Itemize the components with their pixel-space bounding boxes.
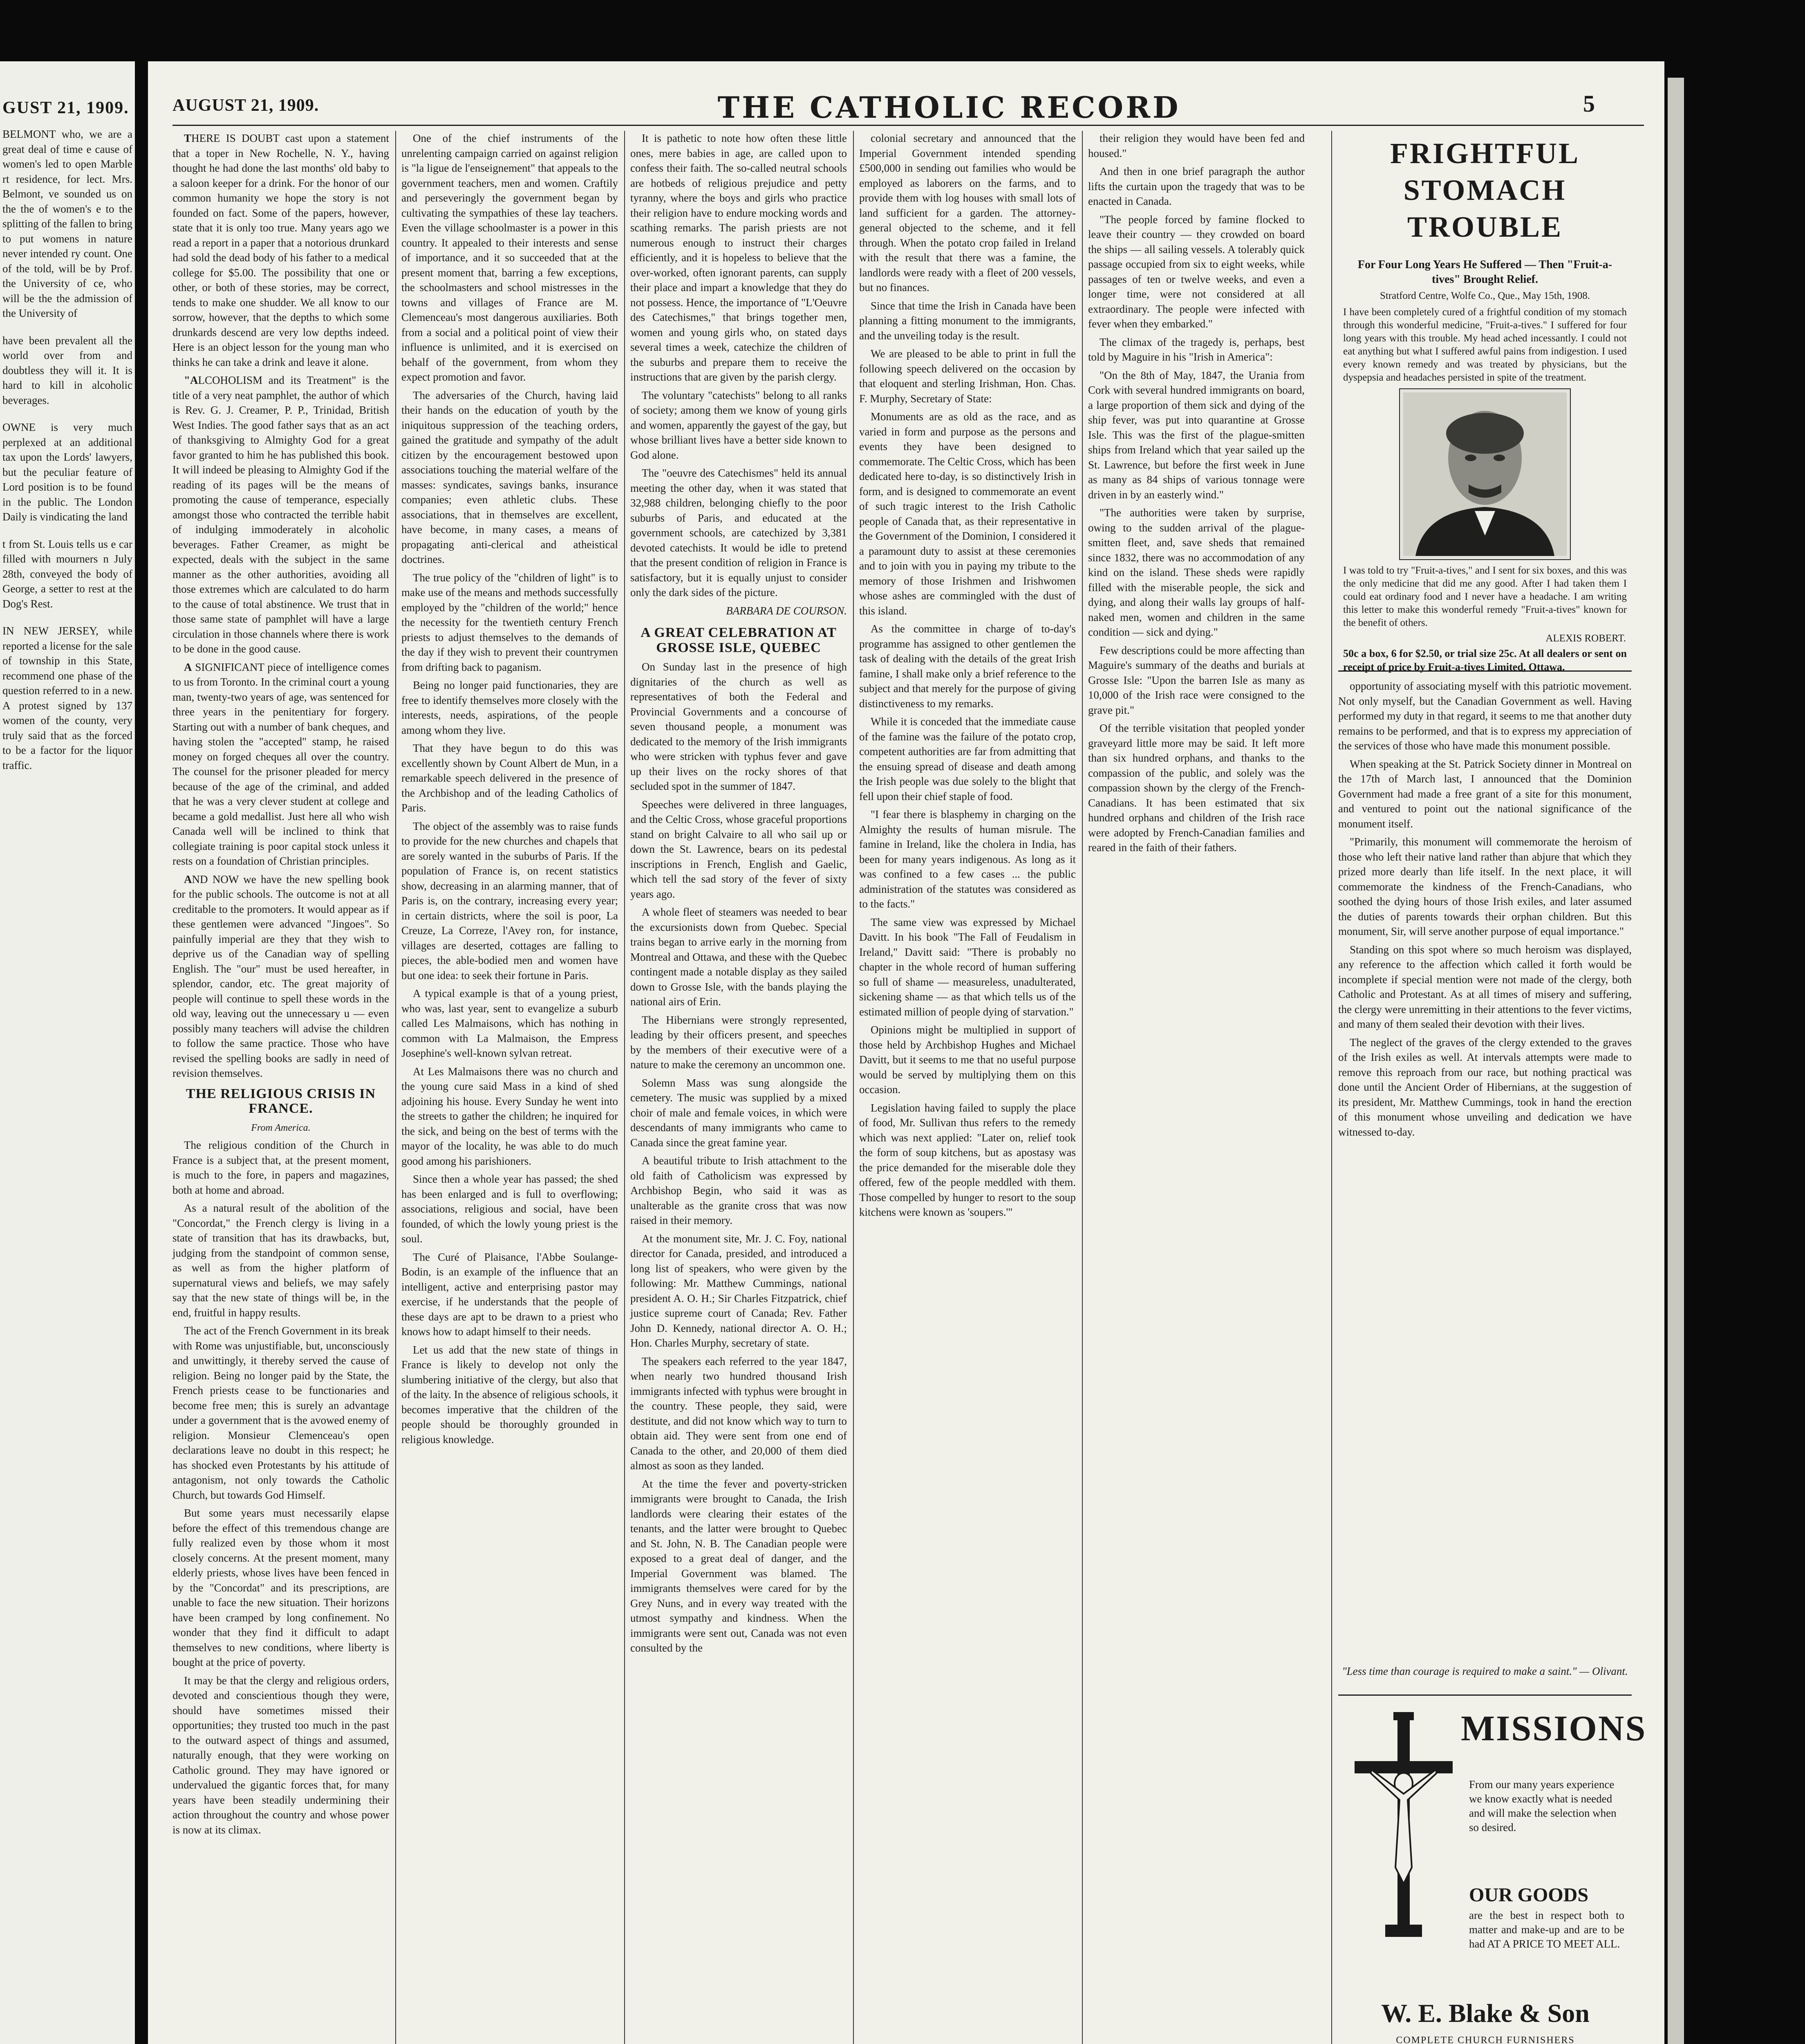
prev-page-item: t from St. Louis tells us e car filled with mourners n July 28th, conveyed the body of George, a setter to rest at the Dog's Rest. [2,538,132,610]
ad-headline: TROUBLE [1407,211,1563,243]
page-edge-shadow [1668,78,1684,2044]
article-paragraph: The Curé of Plaisance, l'Abbe Soulange-Bodin, is an example of the influence that an intelligent, active and enterprising pastor may exercise, if he understands that the people of these days are apt to be drawn to a priest who knows how to adapt himself to their needs. [401,1251,618,1338]
article-paragraph: "On the 8th of May, 1847, the Urania from Cork with several hundred immigrants on board, a large proportion of them sick and dying of the ship fever, was put into quarantine at Grosse Isle. This was the first of the plague-smitten ships from Ireland which that year sailed up the St. Lawrence, but before the first week in June as many as 84 ships of various tonnage were driven in by an easterly wind." [1088,369,1305,501]
column-speech-cont [1088,131,1305,858]
crucifix-icon [1346,1712,1461,1941]
article-paragraph: A whole fleet of steamers was needed to bear the excursionists down from Quebec. Special trains began to arrive early in the morning from Montreal and Ottawa, and these with the Quebec contingent made a notable display as they sailed down to Grosse Isle, with the bands playing the national airs of Erin. [630,906,847,1008]
article-paragraph: Opinions might be multiplied in support of those held by Archbishop Hughes and Michael Davitt, but it seems to me that no useful purpose would be served by multiplying them on this occasion. [859,1024,1076,1096]
ad-firm-name: W. E. Blake & Son [1381,1999,1590,2028]
article-paragraph: A beautiful tribute to Irish attachment to the old faith of Catholicism was expressed by Archbishop Begin, who said it was as unalterable as the granite cross that was now raised in their memory. [630,1154,847,1226]
article-paragraph: The voluntary "catechists" belong to all ranks of society; among them we know of young girls and women, apparently the gayest of the gay, but whose brilliant lives have a better side known to God alone. [630,389,847,461]
article-paragraph: But some years must necessarily elapse before the effect of this tremendous change are fully realized even by those whom it most closely concerns. At the present moment, many elderly priests, whose lives have been fenced in by the "Concordat" and its prescriptions, are unable to face the new situation. Their horizons have been cramped by long confinement. No wonder that they find it difficult to adapt themselves to new conditions, where liberty is bought at the price of poverty. [172,1507,389,1668]
article-paragraph: The "oeuvre des Catechismes" held its annual meeting the other day, when it was stated that 32,988 children, belonging chiefly to the poor suburbs of Paris, and educated at the government schools, are catechized by 3,381 devoted catechists. It would be idle to pretend that the present condition of religion in France is satisfactory, but it is equally unjust to consider only the dark sides of the picture. [630,467,847,598]
prev-page-item: OWNE is very much perplexed at an additional tax upon the Lords' lawyers, but the peculiar feature of Lord position is to be found in the public. The London Daily is vindicating the land [2,421,132,523]
article-paragraph: "I fear there is blasphemy in charging on the Almighty the results of human misrule. The famine in Ireland, like the cholera in India, has been for many years indigenous. As long as it was confined to a few cases ... the public administration of the statutes was considered as to the facts." [859,808,1076,910]
article-paragraph: Few descriptions could be more affecting than Maguire's summary of the deaths and burials at Grosse Isle: "Upon the barren Isle as many as 10,000 of the Irish race were consigned to the grave pit." [1088,644,1305,716]
issue-date: AUGUST 21, 1909. [172,96,319,115]
paper-title: THE CATHOLIC RECORD [717,90,1181,125]
editorial-paragraph: "ALCOHOLISM and its Treatment" is the title of a very neat pamphlet, the author of which is Rev. G. J. Creamer, P. P., Trinidad, British West Indies. The good father says that as an act of thanksgiving to Almighty God for a great favor granted to him he has published this book. It will indeed be pleasing to Almighty God if the reading of its pages will be the means of promoting the cause of temperance, especially amongst those who contracted the terrible habit of indulging immoderately in alcoholic beverages. Father Creamer, as might be expected, deals with the subject in the same manner as the other authorities, avoiding all those extremes which are calculated to do harm to the cause of total abstinence. We trust that in those same state of pamphlet will have a large circulation in those channels where there is work to be done in the good cause. [172,374,389,655]
masthead-rule [172,125,1644,126]
article-paragraph: At the time the fever and poverty-stricken immigrants were brought to Canada, the Irish landlords were clearing their estates of the tenants, and the latter were brought to Quebec and St. John, N. B. The Canadian people were exposed to a great deal of danger, and the Imperial Government was blamed. The immigrants themselves were cared for by the Grey Nuns, and in every way treated with the utmost sympathy and kindness. When the immigrants were sent out, Canada was not even consulted by the [630,1477,847,1654]
prev-page-date: GUST 21, 1909. [2,99,129,117]
ad-body: I was told to try "Fruit-a-tives," and I sent for six boxes, and this was the only medicine that did me any good. After I had taken them I could eat ordinary food and I never have a headache. I am writing this letter to make this wonderful remedy "Fruit-a-tives" known for the benefit of others. [1343,565,1627,628]
article-paragraph: Let us add that the new state of things in France is likely to develop not only the slumbering initiative of the clergy, but also that of the laity. In the absence of religious schools, it becomes imperative that the children of the people should be thoroughly grounded in religious knowledge. [401,1343,618,1446]
editorial-paragraph: AND NOW we have the new spelling book for the public schools. The outcome is not at all creditable to the promoters. It would appear as if these gentlemen were advanced "Jingoes". So painfully imperial are they that they wish to deprive us of the Canadian way of spelling English. The "our" must be used hereafter, in splendor, candor, etc. The great majority of people will continue to spell these words in the old way, leaving out the unnecessary u — even possibly many teachers will advise the children to follow the same practice. Those who have revised the spelling books are sadly in need of revision themselves. [172,873,389,1079]
ad-signature: ALEXIS ROBERT. [1545,633,1626,644]
ad-headline: FRIGHTFUL STOMACH [1390,137,1580,206]
article-paragraph: The Hibernians were strongly represented, leading by their officers present, and speeches by the members of their executive were of a nature to make the ceremony an uncommon one. [630,1013,847,1071]
missions-advertisement [1338,1694,1647,2044]
article-paragraph: We are pleased to be able to print in full the following speech delivered on the occasion by that eloquent and sterling Irishman, Hon. Chas. F. Murphy, Secretary of State: [859,347,1076,405]
column-religious-crisis-cont [401,131,618,1450]
article-paragraph: Since then a whole year has passed; the shed has been enlarged and is full to overflowing; associations, religious and social, have been founded, of which the lowly young priest is the soul. [401,1173,618,1245]
prev-page-item: BELMONT who, we are a great deal of time e cause of women's led to open Marble rt residence, for lect. Mrs. Belmont, ve sounded us on the the of women's e to the splitting of the fallen to bring to put womens in nature never intended ry count. One of the told, will be by Prof. the University of ce, who will be the the admission of the University of [2,128,132,319]
article-paragraph: It is pathetic to note how often these little ones, mere babies in age, are called upon to confess their faith. The so-called neutral schools are hotbeds of religious prejudice and petty tyranny, where the boys and girls who practice their religion have to endure mocking words and scathing remarks. The parish priests are not numerous enough to instruct their charges efficiently, and it is hopeless to believe that the over-worked, often ignorant parents, can supply their place and impart a knowledge that they do not possess. Hence, the importance of "L'Oeuvre des Catechismes," that brings together men, women and young girls who, on stated days several times a week, catechize the children of the suburbs and prepare them to receive the instructions that are given by the parish clergy. [630,132,847,383]
article-paragraph: Being no longer paid functionaries, they are free to identify themselves more closely with the interests, needs, aspirations, of the people among whom they live. [401,679,618,736]
article-paragraph: The religious condition of the Church in France is a subject that, at the present moment, is much to the fore, in papers and magazines, both at home and abroad. [172,1139,389,1196]
article-paragraph: At the monument site, Mr. J. C. Foy, national director for Canada, presided, and introduced a long list of speakers, who were given by the following: Mr. Matthew Cummings, national president A. O. H.; Sir Charles Fitzpatrick, chief justice supreme court of Canada; Rev. Father John D. Kennedy, national director A. O. H.; Hon. Charles Murphy, secretary of state. [630,1232,847,1349]
article-paragraph: The object of the assembly was to raise funds to provide for the new churches and chapels that are sorely wanted in the suburbs of Paris. If the population of France is, on recent statistics show, decreasing in an alarming manner, that of Paris is, on the contrary, increasing every year; in certain districts, where the soil is poor, La Creuze, La Correze, l'Avey ron, for instance, villages are deserted, cottages are falling to pieces, the able-bodied men and women have but one idea: to seek their fortune in Paris. [401,820,618,982]
ad-firm-subtitle: COMPLETE CHURCH FURNISHERS [1396,2035,1575,2044]
column-grosse-isle [630,131,847,1659]
column-rule [1331,131,1332,2044]
ad-price: 50c a box, 6 for $2.50, or trial size 25c. At all dealers or sent on receipt of price by Fruit-a-tives Limited, Ottawa. [1343,648,1627,673]
article-paragraph: Of the terrible visitation that peopled yonder graveyard little more may be said. It left more than six hundred orphans, and thanks to the compassion of the public, and solely was the compassion shown by the clergy of the French-Canadians. It has been estimated that six hundred orphans and children of the Irish race were adopted by French-Canadian families and reared in the faith of their fathers. [1088,722,1305,854]
article-paragraph: their religion they would have been fed and housed." [1088,132,1305,159]
article-paragraph: "Primarily, this monument will commemorate the heroism of those who left their native land rather than abjure that which they prized more dearly than life itself. In the next place, it will commemorate the kindness of the French-Canadians, who soothed the dying hours of those Irish exiles, and later assumed the duties of parents towards their orphan children. But this monument, Sir, will serve another purpose of equal importance." [1338,836,1632,937]
article-paragraph: colonial secretary and announced that the Imperial Government intended spending £500,000 in sending out families who would be employed as laborers on the farms, and to provide them with log houses with small lots of land sufficient for a garden. The attorney-general objected to the scheme, and it fell through. When the potato crop failed in Ireland with the result that there was a famine, the landlords were ready with a fleet of 200 vessels, but no finances. [859,132,1076,294]
closing-quote: "Less time than courage is required to make a saint." — Olivant. [1342,1665,1628,1677]
article-paragraph: It may be that the clergy and religious orders, devoted and conscientious though they were, should have sometimes missed their opportunities; they trusted too much in the past to the outward aspect of things and assumed, naturally enough, that they were working on Catholic ground. They may have ignored or undervalued the gigantic forces that, for many years have been steadily undermining their action throughout the country and whose power is now at its climax. [172,1674,389,1836]
article-paragraph: That they have begun to do this was excellently shown by Count Albert de Mun, in a remarkable speech delivered in the presence of the Archbishop and of the leading Catholics of Paris. [401,742,618,814]
article-headline: A GREAT CELEBRATION AT GROSSE ISLE, QUEBEC [640,625,837,655]
article-paragraph: Legislation having failed to supply the place of food, Mr. Sullivan thus refers to the remedy which was next applied: "Later on, relief took the form of soup kitchens, but as apostasy was the price demanded for the miserable dole they offered, few of the people meddled with them. Those compelled by hunger to resort to the soup kitchens were known as 'soupers.'" [859,1101,1076,1218]
author-signature: BARBARA DE COURSON. [726,604,847,617]
newspaper-page [148,61,1664,2044]
article-paragraph: Standing on this spot where so much heroism was displayed, any reference to the affection which called it forth would be incomplete if special mention were not made of the clergy, both Catholic and Protestant. As at all times of misery and suffering, the clergy were unremitting in their attentions to the fever victims, and many of them sealed their devotion with their lives. [1338,943,1632,1030]
article-paragraph: As the committee in charge of to-day's programme has assigned to other gentlemen the task of dealing with the details of the great Irish famine, I shall make only a brief reference to the subject and that merely for the purpose of giving distinctiveness to my remarks. [859,623,1076,710]
article-paragraph: As a natural result of the abolition of the "Concordat," the French clergy is living in a state of transition that has its drawbacks, but, judging from the standpoint of common sense, as well as from the higher platform of supernatural views and beliefs, we may safely say that the new state of things will be, in the end, fruitful in happy results. [172,1202,389,1319]
fruit-a-tives-advertisement [1338,131,1632,672]
article-paragraph: opportunity of associating myself with this patriotic movement. Not only myself, but the Canadian Government as well. Having performed my duty in that regard, it seems to me that another duty remains to be performed, and that is to express my appreciation of the services of those who have made this monument possible. [1338,680,1632,752]
column-rule [624,131,625,2044]
article-paragraph: When speaking at the St. Patrick Society dinner in Montreal on the 17th of March last, I announced that the Dominion Government had made a free grant of a site for this monument, and ventured to point out the national significance of the monument itself. [1338,758,1632,830]
column-editorial [172,131,389,1840]
article-paragraph: Solemn Mass was sung alongside the cemetery. The music was supplied by a mixed choir of male and female voices, in which were descendants of many immigrants who came to Canada since the great famine year. [630,1076,847,1149]
article-paragraph: The speakers each referred to the year 1847, when nearly two hundred thousand Irish immigrants infected with typhus were brought in the country. These people, they said, were destitute, and did not know which way to turn to obtain aid. They were sent from one end of Canada to the other, and 20,000 of them died almost as soon as they landed. [630,1355,847,1472]
article-paragraph: "The authorities were taken by surprise, owing to the sudden arrival of the plague-smitten fleet, and, save sheds that remained since 1832, there was no accommodation of any kind on the island. These sheds were rapidly filled with the miserable people, the sick and dying, and along their walls lay groups of half-naked men, women and children in the same condition — sick and dying." [1088,507,1305,638]
column-speech-end [1338,679,1632,1143]
ad-title: MISSIONS [1461,1709,1647,1748]
ad-text: From our many years experience we know exactly what is needed and will make the selection when so desired. [1469,1778,1617,1833]
article-headline: THE RELIGIOUS CRISIS IN FRANCE. [186,1086,376,1116]
article-paragraph: Speeches were delivered in three languages, and the Celtic Cross, whose graceful proportions stand on bright Calvaire to all who sail up or down the St. Lawrence, bears on its pedestal inscriptions in French, English and Gaelic, which tell the sad story of the fever of sixty years ago. [630,798,847,900]
article-paragraph: Monuments are as old as the race, and as varied in form and purpose as the persons and events they have been designed to commemorate. The Celtic Cross, which has been dedicated here to-day, is so distinctively Irish in form, and is designed to commemorate an event of such tragic interest to the Irish Catholic people of Canada that, as their representative in the Government of the Dominion, I considered it a paramount duty to assist at these ceremonies and to join with you in paying my tribute to the memory of those Irishmen and Irishwomen whose ashes are commingled with the dust of this island. [859,410,1076,617]
article-paragraph: The neglect of the graves of the clergy extended to the graves of the Irish exiles as well. At intervals attempts were made to remove this reproach from our race, but nothing practical was done until the Ancient Order of Hibernians, at the suggestion of its president, Mr. Matthew Cummings, took in hand the erection of this monument whose unveiling and dedication we have witnessed to-day. [1338,1036,1632,1138]
article-paragraph: The adversaries of the Church, having laid their hands on the education of youth by the iniquitous suppression of the teaching orders, gained the gratitude and sympathy of the adult citizen by the encouragement bestowed upon associations touching the material welfare of the masses: syndicates, savings banks, insurance companies; even athletic clubs. These associations, that in themselves are excellent, have become, in many cases, a means of propagating anti-clerical and atheistical doctrines. [401,389,618,565]
masthead [172,90,1644,123]
article-paragraph: The climax of the tragedy is, perhaps, best told by Maguire in his "Irish in America": [1088,336,1305,363]
testimonial-portrait [1399,388,1571,560]
editorial-paragraph: A SIGNIFICANT piece of intelligence comes to us from Toronto. In the criminal court a young man, twenty-two years of age, was sentenced for three years in the penitentiary for forgery. Starting out with a number of bank cheques, and having stolen the "accepted" stamp, he raised money on forged cheques all over the country. The counsel for the prisoner pleaded for mercy because of the age of the criminal, and added that he was a very clever student at college and became a gold medallist. Just here all who wish Canada well will be inclined to think that collegiate training is poor capital stock unless it rests on a foundation of Christian principles. [172,661,390,867]
prev-page-columns [2,127,132,785]
article-paragraph: One of the chief instruments of the unrelenting campaign carried on against religion is "la ligue de l'enseignement" that appeals to the government teachers, men and women. Craftily and perseveringly the government began by cultivating the sympathies of these lay teachers. Even the village schoolmaster is a power in this country. It appealed to their interests and sense of importance, and it so succeeded that at the present moment that, barring a few exceptions, the schoolmasters and school mistresses in the towns and villages of France are M. Clemenceau's most dangerous auxiliaries. Both from a social and a political point of view their influence is unlimited, and it is exercised on behalf of the government, from whom they expect promotion and favor. [401,132,618,383]
article-paragraph: A typical example is that of a young priest, who was, last year, sent to evangelize a suburb called Les Malmaisons, which has nothing in common with La Malmaison, the Empress Josephine's well-known sylvan retreat. [401,987,618,1059]
column-rule [853,131,854,2044]
ad-subtitle: OUR GOODS [1469,1884,1589,1906]
column-rule [395,131,396,2044]
article-paragraph: "The people forced by famine flocked to leave their country — they crowded on board the ships — all sailing vessels. A tolerably quick passage occupied from six to eight weeks, while passages of ten or twelve weeks, and even a longer time, were not considered at all extraordinary. The people were infected with fever when they embarked." [1088,213,1305,330]
ad-text: are the best in respect both to matter and make-up and are to be had AT A PRICE TO MEET ALL. [1469,1909,1624,1950]
article-paragraph: The act of the French Government in its break with Rome was unjustifiable, but, unconsciously and unwittingly, it thereby served the cause of religion. Being no longer paid by the State, the French priests cease to be functionaries and become free men; this is surely an advantage under a government that is the avowed enemy of religion. Monsieur Clemenceau's open declarations leave no doubt in this respect; he has shocked even Protestants by his attitude of antagonism, not only towards the Catholic Church, but towards God Himself. [172,1325,389,1501]
article-paragraph: And then in one brief paragraph the author lifts the curtain upon the tragedy that was to be enacted in Canada. [1088,165,1305,207]
editorial-paragraph: THERE IS DOUBT cast upon a statement that a toper in New Rochelle, N. Y., having thought he had done the last months' old baby to a saloon keeper for a drink. For the honor of our common humanity we hope the story is not founded on fact. Some of the papers, however, state that it is only too true. Many years ago we read a report in a paper that a notorious drunkard had sold the dead body of his father to a medical college for $5.00. The possibility that one or other, or both of these stories, may be correct, tends to make one shudder. We all know to our sorrow, however, that the depths to which some drunkards descend are very low depths indeed. Here is an object lesson for the young man who thinks he can take a drink and leave it alone. [172,132,389,368]
article-paragraph: The true policy of the "children of light" is to make use of the means and methods successfully employed by the "children of the world;" hence the necessity for the twentieth century French priests to adjust themselves to the demands of the day if they wish to prevent their countrymen from drifting back to paganism. [401,571,618,673]
article-paragraph: On Sunday last in the presence of high dignitaries of the church as well as representatives of both the Federal and Provincial Governments and a concourse of seven thousand people, a monument was dedicated to the memory of the Irish immigrants who were stricken with typhus fever and gave up their lives on the rocky shores of that secluded spot in the summer of 1847. [630,661,847,792]
column-rule [1082,131,1083,2044]
article-paragraph: At Les Malmaisons there was no church and the young cure said Mass in a kind of shed adjoining his house. Every Sunday he went into the streets to gather the children; he inquired for the sick, and being on the best of terms with the mayor of the locality, he was able to do much good among his parishioners. [401,1065,618,1167]
article-paragraph: Since that time the Irish in Canada have been planning a fitting monument to the immigrants, and the unveiling today is the result. [859,299,1076,342]
ad-body: I have been completely cured of a frightful condition of my stomach through this wonderful medicine, "Fruit-a-tives." I suffered for four long years with this trouble. My head ached incessantly. I could not eat anything but what I suffered awful pains from indigestion. I used every known remedy and was treated by physicians, but the dyspepsia and headaches persisted in spite of the treatment. [1343,307,1627,383]
article-paragraph: While it is conceded that the immediate cause of the famine was the failure of the potato crop, competent authorities are far from admitting that the ensuing spread of disease and death among the Irish people was due solely to the blight that fell upon their chief staple of food. [859,715,1076,802]
prev-page-item: IN NEW JERSEY, while reported a license for the sale of township in this State, recommend one phase of the question referred to in a new. A protest signed by 137 women of the county, very truly said that as the forced to be a factor for the liquor traffic. [2,625,132,771]
article-source: From America. [251,1122,311,1133]
ad-subhead: For Four Long Years He Suffered — Then "Fruit-a-tives" Brought Relief. [1357,258,1612,286]
prev-page-item: have been prevalent all the world over from and doubtless they will it. It is hard to kill in alcoholic beverages. [2,334,132,406]
article-paragraph: The same view was expressed by Michael Davitt. In his book "The Fall of Feudalism in Ireland," Davitt said: "There is probably no chapter in the whole record of human suffering so full of shame — measureless, unadulterated, sickening shame — as that which tells us of the estimated million of people dying of starvation." [859,916,1076,1018]
ad-dateline: Stratford Centre, Wolfe Co., Que., May 15th, 1908. [1380,290,1590,301]
previous-page-fragment [0,61,135,2044]
page-number: 5 [1583,90,1595,117]
column-murphy-speech [859,131,1076,1223]
